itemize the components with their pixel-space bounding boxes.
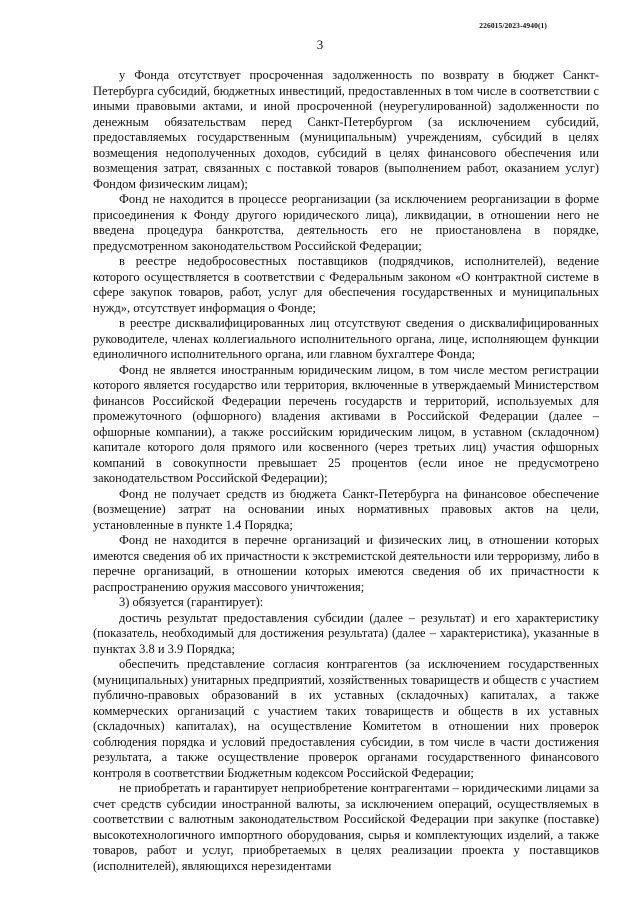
- paragraph-achieve-result: достичь результат предоставления субсидии (далее – результат) и его характеристику (показатель, необходимый для достижения результата) (далее – характеристика), указанные в пунктах 3.8 и 3.9 Порядка;: [93, 610, 599, 656]
- paragraph-not-foreign-entity: Фонд не является иностранным юридическим лицом, в том числе местом регистрации которого является государство или территория, включенные в утверждаемый Министерством финансов Российской Федерации перечень государств и территорий, используемых для промежуточного (офшорного) владения активами в Российской Федерации (далее – офшорные компании), а также российским юридическим лицом, в уставном (складочном) капитале которого доля прямого или косвенного (через третьих лиц) участия офшорных компаний в совокупности превышает 25 процентов (если иное не предусмотрено законодательством Российской Федерации);: [93, 362, 599, 485]
- paragraph-obligations-heading: 3) обязуется (гарантирует):: [119, 595, 264, 609]
- document-body: [93, 68, 599, 874]
- paragraph-unfair-suppliers-registry: в реестре недобросовестных поставщиков (подрядчиков, исполнителей), ведение которого осуществляется в соответствии с Федеральным законом «О контрактной системе в сфере закупок товаров, работ, услуг для обеспечения государственных и муниципальных нужд», отсутствует информация о Фонде;: [93, 254, 599, 315]
- document-registration-number: 226015/2023-4940(1): [479, 21, 547, 30]
- paragraph-contractor-consent: обеспечить представление согласия контрагентов (за исключением государственных (муниципальных) унитарных предприятий, хозяйственных товариществ и обществ с участием публично-правовых образований в их уставных (складочных) капиталах, а также коммерческих организаций с участием таких товариществ и обществ в их уставных (складочных) капиталах), на осуществление Комитетом в отношении них проверок соблюдения порядка и условий предоставления субсидии, в том числе в части достижения результата, а также осуществление проверок органами государственного финансового контроля в соответствии Бюджетным кодексом Российской Федерации;: [93, 657, 599, 780]
- page-number: 3: [316, 37, 324, 52]
- paragraph-not-in-extremism-list: Фонд не находится в перечне организаций и физических лиц, в отношении которых имеются сведения об их причастности к экстремистской деятельности или терроризму, либо в перечне организаций, в отношении которых имеются сведения об их причастности к распространению оружия массового уничтожения;: [93, 533, 599, 594]
- paragraph-no-debt: у Фонда отсутствует просроченная задолженность по возврату в бюджет Санкт-Петербурга субсидий, бюджетных инвестиций, предоставленных в том числе в соответствии с иными правовыми актами, и иной просроченной (неурегулированной) задолженности по денежным обязательствам перед Санкт-Петербургом (за исключением субсидий, предоставляемых государственным (муниципальным) учреждениям, субсидий в целях возмещения недополученных доходов, субсидий в целях финансового обеспечения или возмещения затрат, связанных с поставкой товаров (выполнением работ, оказанием услуг) Фондом физическим лицам);: [93, 68, 599, 191]
- paragraph-no-foreign-currency: не приобретать и гарантирует неприобретение контрагентами – юридическими лицами за счет средств субсидии иностранной валюты, за исключением операций, осуществляемых в соответствии с валютным законодательством Российской Федерации при закупке (поставке) высокотехнологичного импортного оборудования, сырья и комплектующих изделий, а также товаров, работ и услуг, приобретаемых в целях реализации проекта у поставщиков (исполнителей), являющихся нерезидентами: [93, 781, 599, 873]
- paragraph-no-other-budget-funds: Фонд не получает средств из бюджета Санкт-Петербурга на финансовое обеспечение (возмещение) затрат на основании иных нормативных правовых актов на цели, установленные в пункте 1.4 Порядка;: [93, 486, 599, 532]
- paragraph-disqualified-persons-registry: в реестре дисквалифицированных лиц отсутствуют сведения о дисквалифицированных руководителе, членах коллегиального исполнительного органа, лице, исполняющем функции единоличного исполнительного органа, или главном бухгалтере Фонда;: [93, 316, 599, 361]
- paragraph-no-reorganization: Фонд не находится в процессе реорганизации (за исключением реорганизации в форме присоединения к Фонду другого юридического лица), ликвидации, в отношении него не введена процедура банкротства, деятельность его не приостановлена в порядке, предусмотренном законодательством Российской Федерации;: [93, 192, 599, 253]
